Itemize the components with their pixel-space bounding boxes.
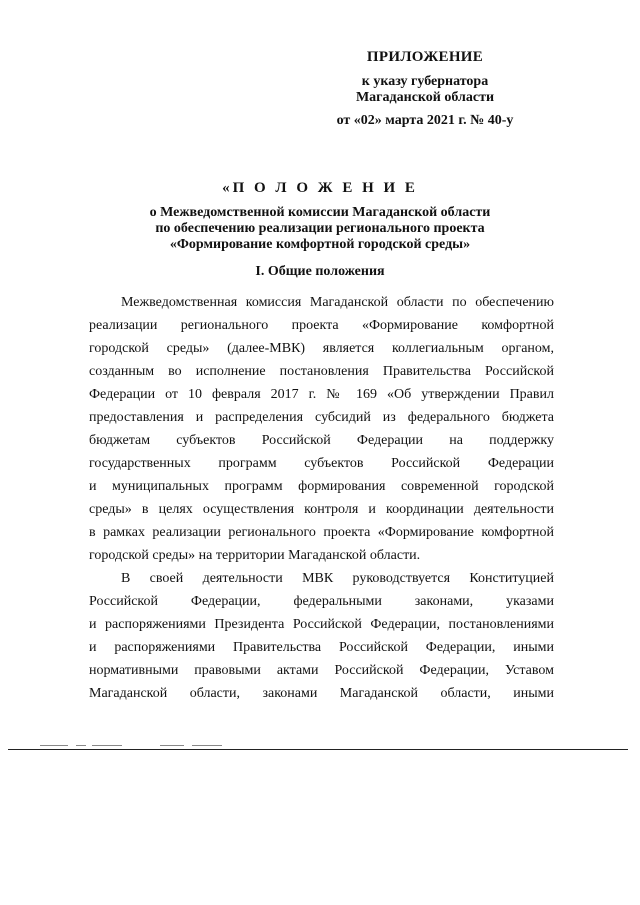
heading-title: «П О Л О Ж Е Н И Е	[222, 180, 418, 196]
section-heading: I. Общие положения	[255, 264, 385, 279]
scan-artifact	[40, 745, 240, 748]
paragraph-1-line: предоставления и распределения субсидий из федерального бюджета	[89, 410, 554, 425]
paragraph-2-line: Магаданской области, законами Магаданской области, иными	[89, 686, 554, 701]
heading-line-2: по обеспечению реализации регионального проекта	[155, 221, 485, 236]
paragraph-2-line: Российской Федерации, федеральными законами, указами	[89, 594, 554, 609]
paragraph-1-line: городской среды» на территории Магаданской области.	[89, 548, 421, 563]
paragraph-1-line: бюджетам субъектов Российской Федерации на поддержку	[89, 433, 554, 448]
paragraph-1-line: городской среды» (далее-МВК) является коллегиальным органом,	[89, 341, 554, 356]
paragraph-2-line: и распоряжениями Правительства Российской Федерации, иными	[89, 640, 554, 655]
paragraph-1-line: в рамках реализации регионального проекта «Формирование комфортной	[89, 525, 554, 540]
paragraph-1-line: Федерации от 10 февраля 2017 г. № 169 «Об утверждении Правил	[89, 387, 554, 402]
appendix-title: ПРИЛОЖЕНИЕ	[366, 49, 484, 65]
paragraph-1-line: и муниципальных программ формирования современной городской	[89, 479, 554, 494]
paragraph-1-line: Межведомственная комиссия Магаданской области по обеспечению	[121, 295, 554, 310]
appendix-line-2: Магаданской области	[355, 90, 495, 105]
paragraph-2-line: и распоряжениями Президента Российской Федерации, постановлениями	[89, 617, 554, 632]
paragraph-1-line: созданным во исполнение постановления Правительства Российской	[89, 364, 554, 379]
paragraph-2-line: В своей деятельности МВК руководствуется Конституцией	[121, 571, 554, 586]
appendix-line-1: к указу губернатора	[361, 74, 489, 89]
page-divider	[8, 749, 628, 750]
paragraph-1-line: реализации регионального проекта «Формирование комфортной	[89, 318, 554, 333]
paragraph-1-line: государственных программ субъектов Российской Федерации	[89, 456, 554, 471]
heading-line-3: «Формирование комфортной городской среды»	[169, 237, 471, 252]
heading-line-1: о Межведомственной комиссии Магаданской области	[149, 205, 491, 220]
paragraph-1-line: среды» в целях осуществления контроля и координации деятельности	[89, 502, 554, 517]
appendix-line-3: от «02» марта 2021 г. № 40-у	[336, 113, 514, 128]
paragraph-2-line: нормативными правовыми актами Российской Федерации, Уставом	[89, 663, 554, 678]
